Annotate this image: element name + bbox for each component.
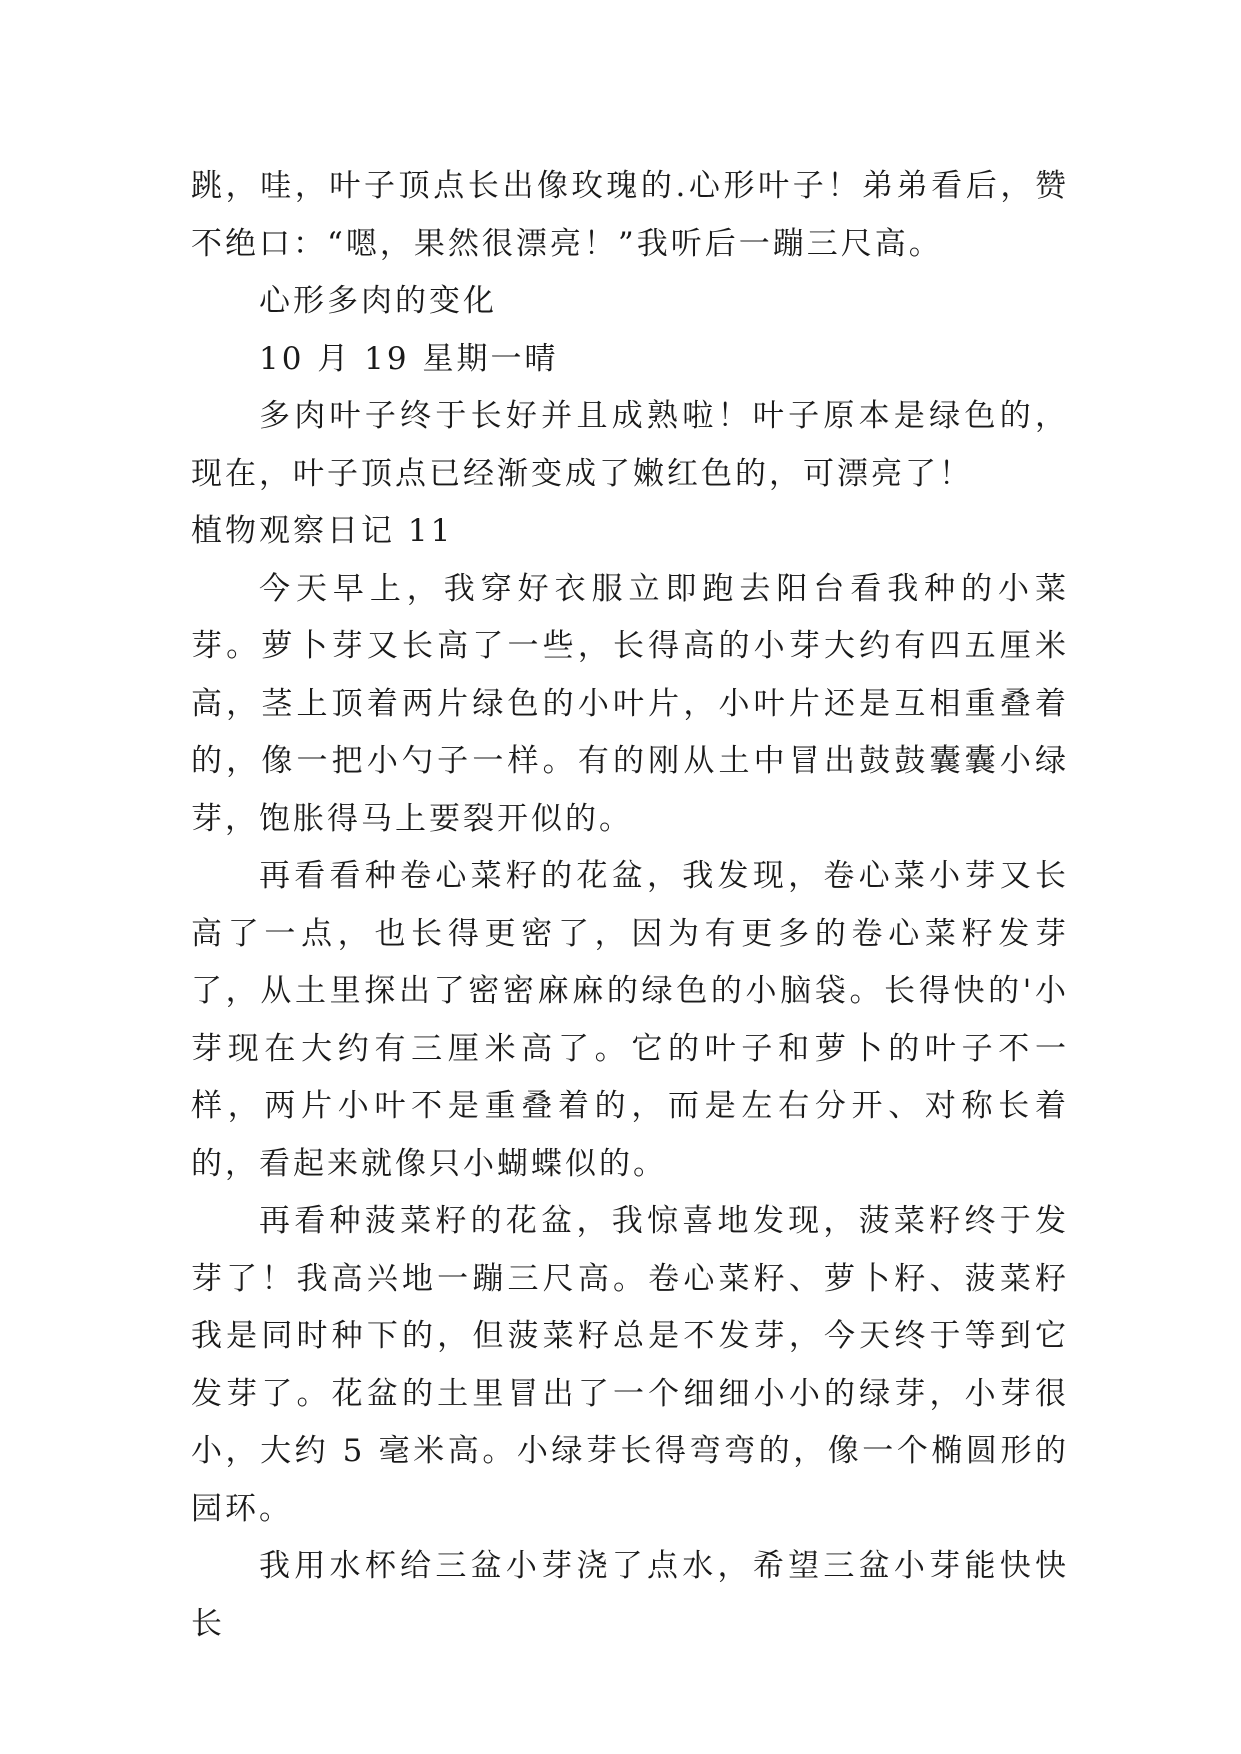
section-title: 心形多肉的变化 — [259, 283, 497, 319]
paragraph: 我用水杯给三盆小芽浇了点水，希望三盆小芽能快快长 — [191, 1548, 1069, 1642]
date-line: 10 月 19 星期一晴 — [259, 340, 559, 377]
document-body — [191, 158, 1069, 1653]
paragraph: 跳，哇，叶子顶点长出像玫瑰的.心形叶子！弟弟看后，赞不绝口：“嗯，果然很漂亮！”我听后一蹦三尺高。 — [191, 168, 1069, 262]
paragraph: 再看看种卷心菜籽的花盆，我发现，卷心菜小芽又长高了一点，也长得更密了，因为有更多的卷心菜籽发芽了，从土里探出了密密麻麻的绿色的小脑袋。长得快的'小芽现在大约有三厘米高了。它的叶子和萝卜的叶子不一样，两片小叶不是重叠着的，而是左右分开、对称长着的，看起来就像只小蝴蝶似的。 — [191, 858, 1069, 1182]
paragraph: 今天早上，我穿好衣服立即跑去阳台看我种的小菜芽。萝卜芽又长高了一些，长得高的小芽大约有四五厘米高，茎上顶着两片绿色的小叶片，小叶片还是互相重叠着的，像一把小勺子一样。有的刚从土中冒出鼓鼓囊囊小绿芽，饱胀得马上要裂开似的。 — [191, 570, 1069, 837]
paragraph: 再看种菠菜籽的花盆，我惊喜地发现，菠菜籽终于发芽了！我高兴地一蹦三尺高。卷心菜籽、萝卜籽、菠菜籽我是同时种下的，但菠菜籽总是不发芽，今天终于等到它发芽了。花盆的土里冒出了一个细细小小的绿芽，小芽很小，大约 5 毫米高。小绿芽长得弯弯的，像一个椭圆形的园环。 — [191, 1203, 1069, 1527]
document-heading: 植物观察日记 11 — [191, 513, 454, 549]
paragraph: 多肉叶子终于长好并且成熟啦！叶子原本是绿色的，现在，叶子顶点已经渐变成了嫩红色的，可漂亮了！ — [191, 398, 1069, 492]
